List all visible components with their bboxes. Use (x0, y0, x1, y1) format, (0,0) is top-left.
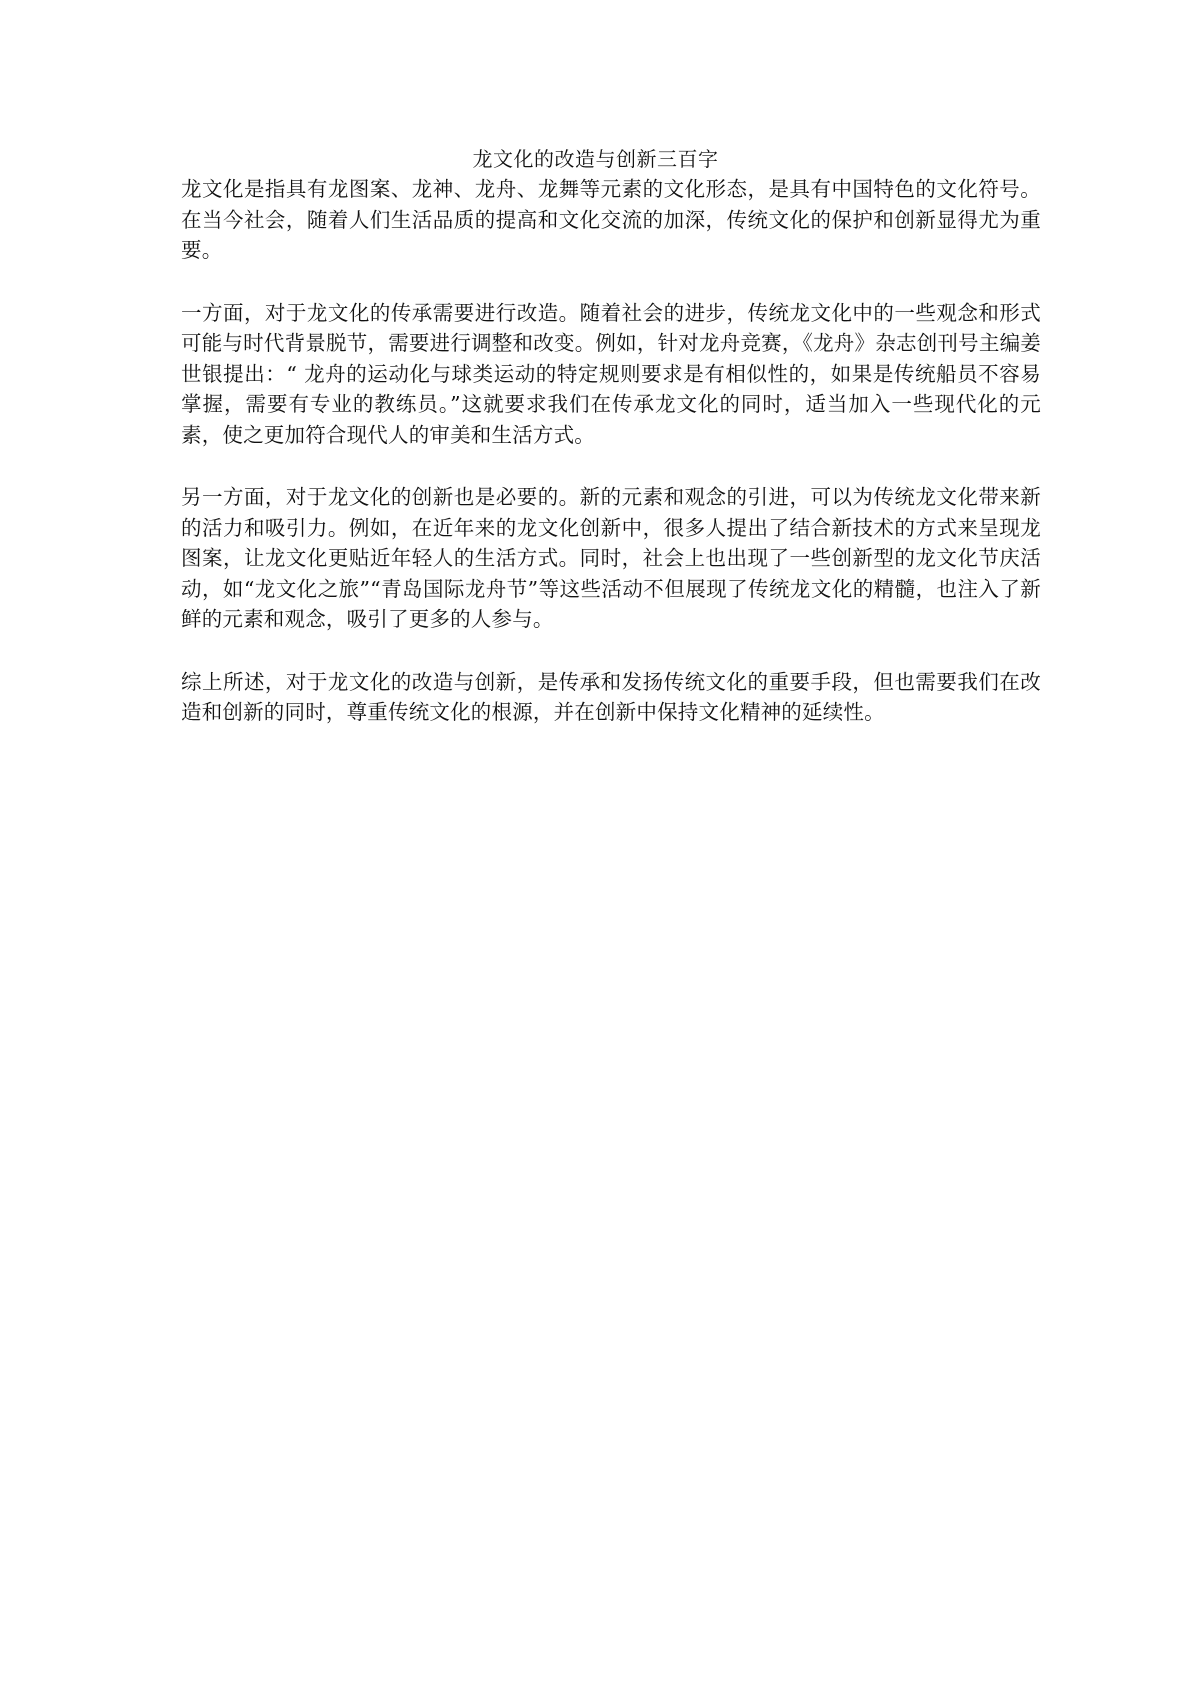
paragraph-introduction: 龙文化是指具有龙图案、龙神、龙舟、龙舞等元素的文化形态，是具有中国特色的文化符号。在当今社会，随着人们生活品质的提高和文化交流的加深，传统文化的保护和创新显得尤为重要。 (181, 177, 1041, 262)
paragraph-innovation: 另一方面，对于龙文化的创新也是必要的。新的元素和观念的引进，可以为传统龙文化带来新的活力和吸引力。例如，在近年来的龙文化创新中，很多人提出了结合新技术的方式来呈现龙图案，让龙文化更贴近年轻人的生活方式。同时，社会上也出现了一些创新型的龙文化节庆活动，如“龙文化之旅”“青岛国际龙舟节”等这些活动不但展现了传统龙文化的精髓，也注入了新鲜的元素和观念，吸引了更多的人参与。 (181, 485, 1041, 631)
paragraph-conclusion: 综上所述，对于龙文化的改造与创新，是传承和发扬传统文化的重要手段，但也需要我们在改造和创新的同时，尊重传统文化的根源，并在创新中保持文化精神的延续性。 (181, 669, 1041, 724)
document-title: 龙文化的改造与创新三百字 (472, 147, 719, 171)
paragraph-transformation: 一方面，对于龙文化的传承需要进行改造。随着社会的进步，传统龙文化中的一些观念和形式可能与时代背景脱节，需要进行调整和改变。例如，针对龙舟竞赛，《龙舟》杂志创刊号主编姜世银提出：“ 龙舟的运动化与球类运动的特定规则要求是有相似性的，如果是传统船员不容易掌握，需要有专业的教练员。”这就要求我们在传承龙文化的同时，适当加入一些现代化的元素，使之更加符合现代人的审美和生活方式。 (181, 300, 1041, 447)
document-body (181, 174, 1041, 728)
